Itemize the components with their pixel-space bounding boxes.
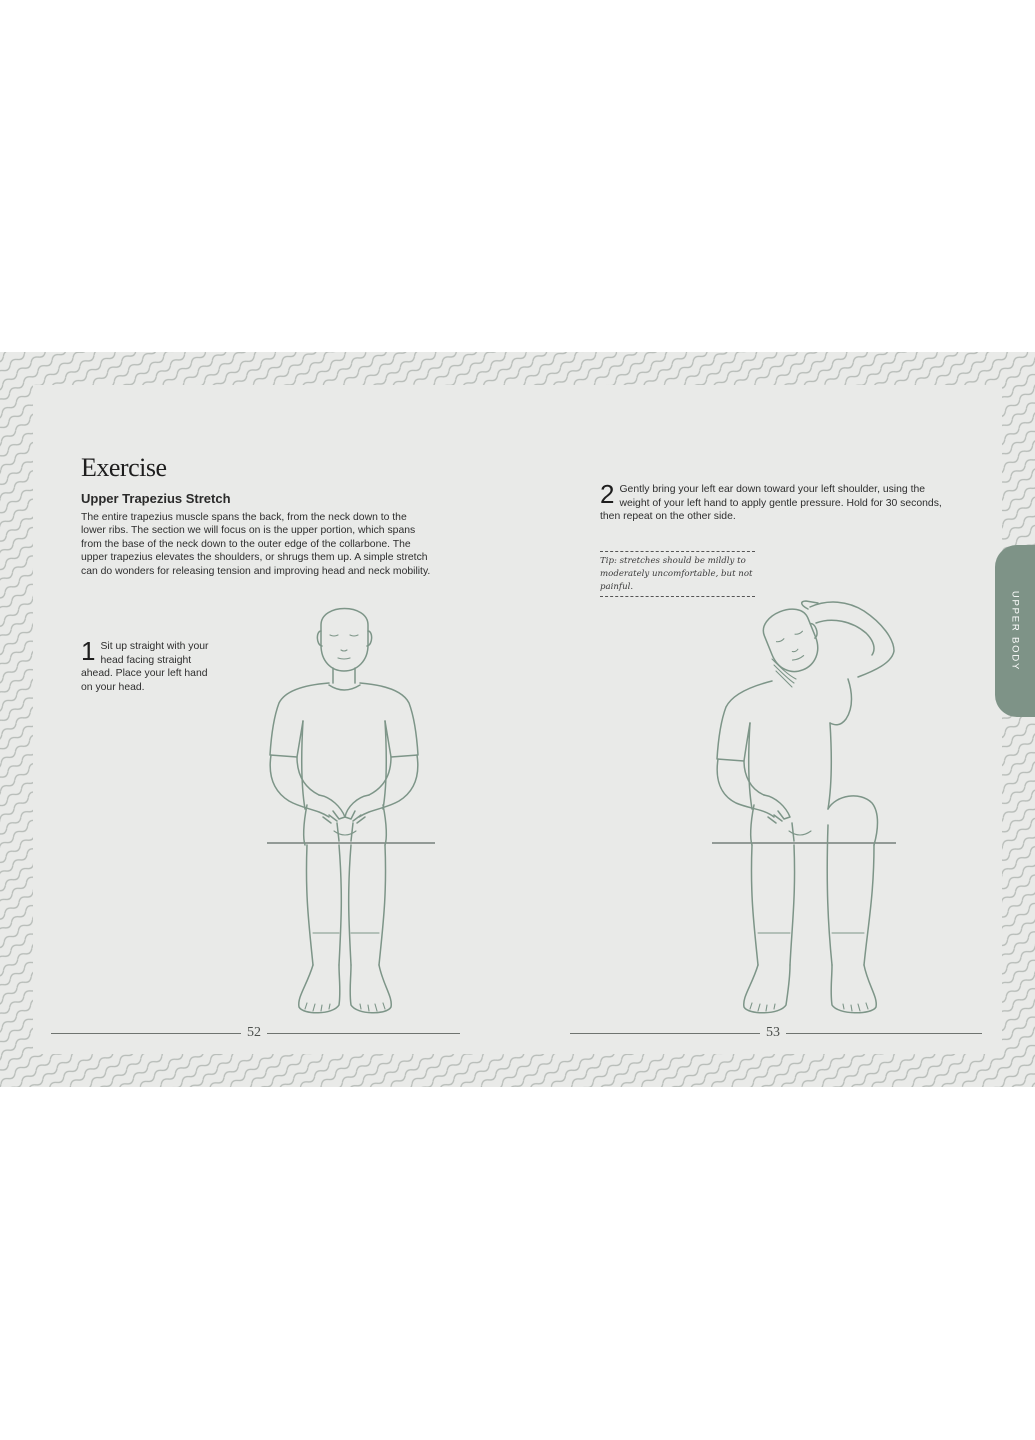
step-2-number: 2 bbox=[600, 479, 615, 509]
intro-paragraph: The entire trapezius muscle spans the back, from the neck down to the lower ribs. The section we will focus on is the upper portion, which spans from the base of the neck down to the outer edge of the collarbone. The upper trapezius elevates the shoulders, or shrugs them up. A simple stretch can do wonders for releasing tension and improving head and neck mobility. bbox=[81, 512, 431, 577]
step-2 bbox=[600, 479, 950, 524]
right-page bbox=[518, 385, 1002, 1054]
seated-figure-stretch-illustration bbox=[668, 595, 918, 1035]
page-footer-left bbox=[51, 1025, 460, 1041]
footer-rule bbox=[51, 1033, 241, 1034]
footer-rule bbox=[267, 1033, 460, 1034]
footer-rule bbox=[786, 1033, 982, 1034]
book-spread bbox=[0, 352, 1035, 1087]
section-tab bbox=[995, 545, 1035, 717]
tip-text: Tip: stretches should be mildly to moderately uncomfortable, but not painful. bbox=[600, 556, 753, 592]
seated-figure-neutral-illustration bbox=[233, 595, 473, 1035]
step-1-text: Sit up straight with your head facing straight ahead. Place your left hand on your head. bbox=[81, 641, 209, 693]
content-area bbox=[33, 385, 1002, 1054]
page-footer-right bbox=[570, 1025, 982, 1041]
left-page bbox=[33, 385, 518, 1054]
step-2-text: Gently bring your left ear down toward your left shoulder, using the weight of your left hand to apply gentle pressure. Hold for 30 seconds, then repeat on the other side. bbox=[600, 484, 942, 523]
exercise-title: Upper Trapezius Stretch bbox=[81, 491, 231, 506]
page-number: 52 bbox=[247, 1025, 261, 1040]
footer-rule bbox=[570, 1033, 760, 1034]
step-1-number: 1 bbox=[81, 636, 96, 666]
page-number: 53 bbox=[766, 1025, 780, 1040]
page-heading: Exercise bbox=[81, 453, 167, 482]
section-tab-label: UPPER BODY bbox=[1009, 590, 1021, 672]
tip-box bbox=[600, 547, 755, 601]
step-1 bbox=[81, 636, 221, 694]
